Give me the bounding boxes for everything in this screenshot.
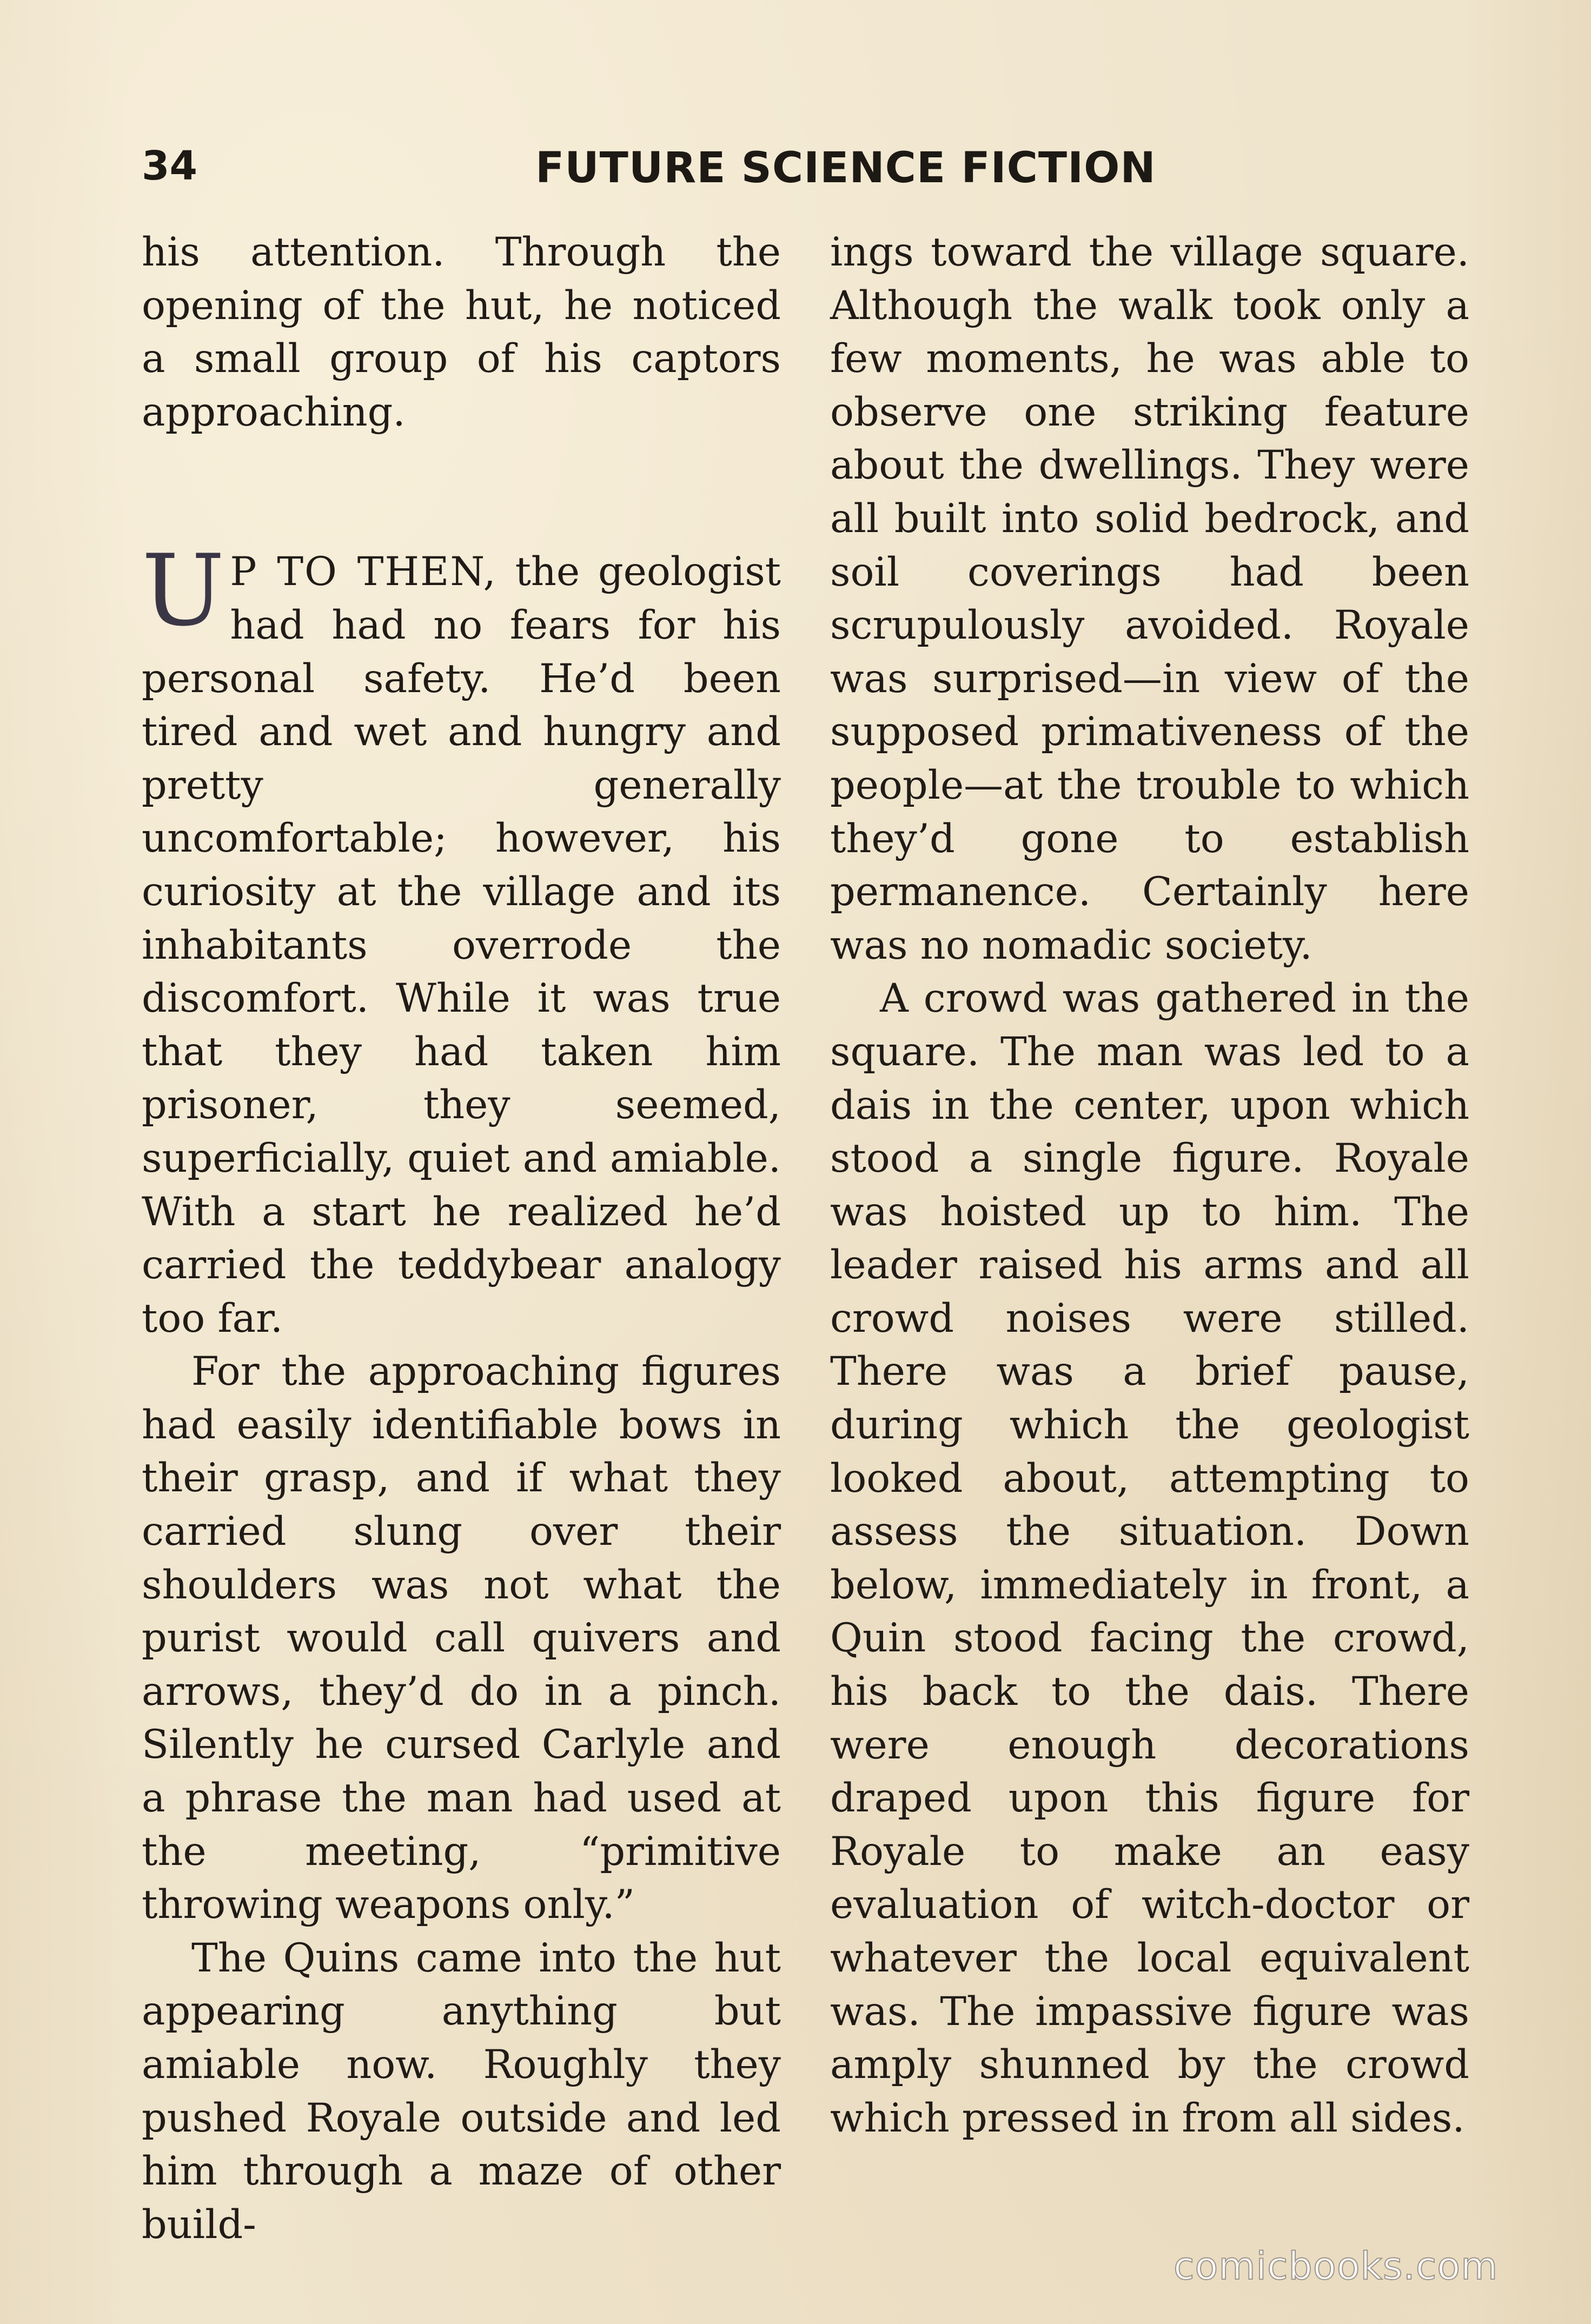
section-break bbox=[142, 439, 781, 546]
running-head: FUTURE SCIENCE FICTION bbox=[535, 144, 1156, 192]
right-paragraph-2: A crowd was gathered in the square. The man was led to a dais in the center, upon which stood a single figure. Royale was hoisted up to him. The leader raised his arms and all crowd noises were stilled. There was a brief pause, during which the geologist looked about, attempting to assess the situation. Down below, immediately in front, a Quin stood facing the crowd, his back to the dais. There were enough decorations draped upon this figure for Royale to make an easy evaluation of witch-doctor or whatever the local equivalent was. The impassive figure was amply shunned by the crowd which pressed in from all sides. bbox=[830, 975, 1469, 2141]
left-paragraph-2-text: the geologist had had no fears for his personal safety. He’d been tired and wet and hungry and pretty generally uncomfortable; however, his curiosity at the village and its inhabitants overrode the discomfort. While it was true that they had taken him prisoner, they seemed, superficially, quiet and amiable. With a start he realized he’d carried the teddybear analogy too far. bbox=[142, 549, 781, 1342]
site-watermark: comicbooks.com bbox=[1174, 2244, 1499, 2288]
left-paragraph-1: his attention. Through the opening of the hut, he noticed a small group of his captors approaching. bbox=[142, 229, 781, 435]
left-paragraph-4: The Quins came into the hut appearing anything but amiable now. Roughly they pushed Royale outside and led him through a maze of other build- bbox=[142, 1935, 781, 2248]
left-paragraph-3: For the approaching figures had easily identifiable bows in their grasp, and if what they carried slung over their shoulders was not what the purist would call quivers and arrows, they’d do in a pinch. Silently he cursed Carlyle and a phrase the man had used at the meeting, “primitive throwing weapons only.” bbox=[142, 1349, 781, 1928]
left-paragraph-2 bbox=[142, 533, 781, 1345]
lead-in-caps: P TO THEN, bbox=[230, 549, 497, 595]
page-number: 34 bbox=[142, 143, 197, 189]
right-paragraph-1: ings toward the village square. Although the walk took only a few moments, he was able to observe one striking feature about the dwellings. They were all built into solid bedrock, and soil coverings had been scrupulously avoided. Royale was surprised—in view of the supposed primativeness of the people—at the trouble to which they’d gone to establish permanence. Certainly here was no nomadic society. bbox=[830, 229, 1469, 968]
right-column bbox=[830, 226, 1469, 2145]
drop-cap: U bbox=[142, 533, 225, 648]
left-column bbox=[142, 226, 781, 2252]
